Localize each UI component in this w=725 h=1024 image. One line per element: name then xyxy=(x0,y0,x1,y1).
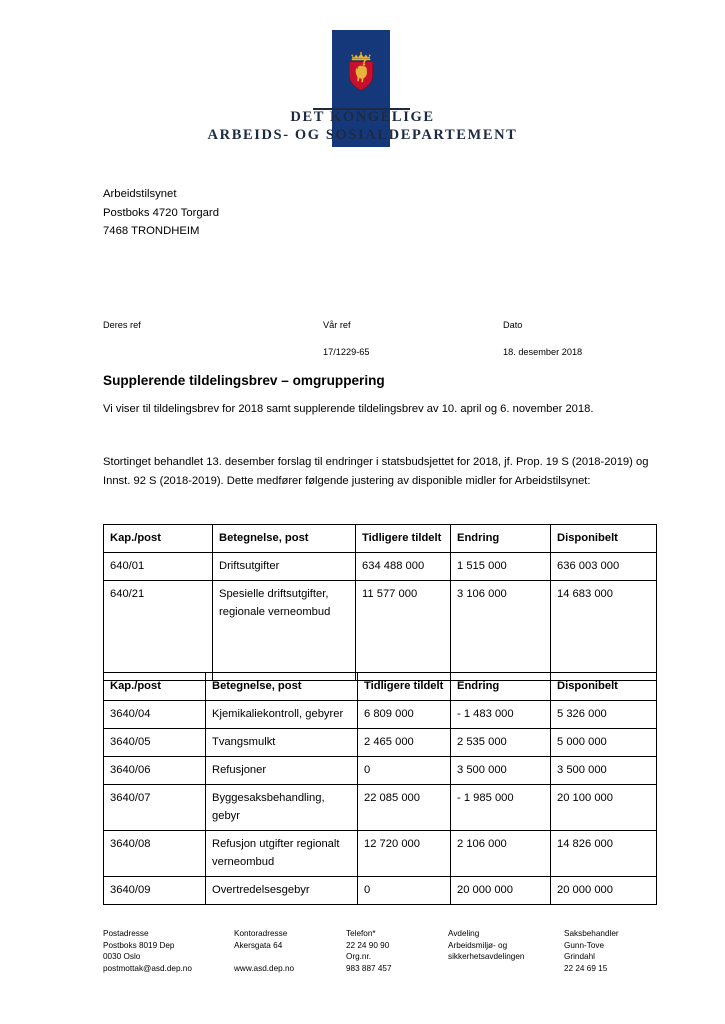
dato-value: 18. desember 2018 xyxy=(503,347,583,357)
footer-email[interactable]: postmottak@asd.dep.no xyxy=(103,963,192,973)
cell-disponibelt: 20 100 000 xyxy=(551,785,657,831)
cell-betegnelse: Tvangsmulkt xyxy=(206,729,358,757)
column-header-tidligere-tildelt: Tidligere tildelt xyxy=(356,525,451,553)
footer-heading: Postadresse xyxy=(103,929,149,938)
cell-disponibelt: 14 826 000 xyxy=(551,831,657,877)
footer-website[interactable]: www.asd.dep.no xyxy=(234,963,295,973)
department-name xyxy=(0,108,725,144)
table-row xyxy=(104,581,657,681)
cell-kap-post: 3640/09 xyxy=(104,877,206,905)
cell-endring: - 1 483 000 xyxy=(451,701,551,729)
footer-line: Arbeidsmiljø- og xyxy=(448,940,508,950)
dato-block xyxy=(503,318,582,359)
cell-disponibelt: 5 000 000 xyxy=(551,729,657,757)
footer-column-avdeling xyxy=(448,928,558,963)
cell-endring: 3 106 000 xyxy=(451,581,551,681)
table-header-row xyxy=(104,673,657,701)
var-ref-label: Vår ref xyxy=(323,320,351,330)
budget-table-expenses xyxy=(103,524,657,681)
norwegian-coat-of-arms-icon xyxy=(345,52,377,92)
footer-line: 22 24 69 15 xyxy=(564,963,608,973)
var-ref-value: 17/1229-65 xyxy=(323,347,370,357)
cell-disponibelt: 14 683 000 xyxy=(551,581,657,681)
footer-heading: Telefon* xyxy=(346,929,376,938)
page-title: Supplerende tildelingsbrev – omgruppering xyxy=(103,373,385,388)
column-header-tidligere-tildelt: Tidligere tildelt xyxy=(358,673,451,701)
cell-disponibelt: 636 003 000 xyxy=(551,553,657,581)
column-header-kap-post: Kap./post xyxy=(104,673,206,701)
column-header-kap-post: Kap./post xyxy=(104,525,213,553)
cell-kap-post: 3640/05 xyxy=(104,729,206,757)
cell-tidligere-tildelt: 634 488 000 xyxy=(356,553,451,581)
table-row xyxy=(104,877,657,905)
table-row xyxy=(104,757,657,785)
column-header-disponibelt: Disponibelt xyxy=(551,673,657,701)
cell-tidligere-tildelt: 12 720 000 xyxy=(358,831,451,877)
cell-betegnelse: Refusjon utgifter regionalt verneombud xyxy=(206,831,358,877)
footer-column-kontoradresse xyxy=(234,928,339,974)
cell-disponibelt: 3 500 000 xyxy=(551,757,657,785)
table-row xyxy=(104,831,657,877)
cell-disponibelt: 5 326 000 xyxy=(551,701,657,729)
cell-tidligere-tildelt: 2 465 000 xyxy=(358,729,451,757)
recipient-address xyxy=(103,185,219,241)
table-row xyxy=(104,701,657,729)
column-header-disponibelt: Disponibelt xyxy=(551,525,657,553)
footer-heading: Avdeling xyxy=(448,929,480,938)
column-header-endring: Endring xyxy=(451,525,551,553)
cell-kap-post: 3640/06 xyxy=(104,757,206,785)
table-row xyxy=(104,785,657,831)
cell-betegnelse: Driftsutgifter xyxy=(213,553,356,581)
cell-endring: 20 000 000 xyxy=(451,877,551,905)
column-header-endring: Endring xyxy=(451,673,551,701)
footer-heading: Kontoradresse xyxy=(234,929,288,938)
cell-betegnelse: Overtredelsesgebyr xyxy=(206,877,358,905)
table-row xyxy=(104,553,657,581)
paragraph-intro: Vi viser til tildelingsbrev for 2018 samt supplerende tildelingsbrev av 10. april og 6. november 2018. xyxy=(103,403,594,415)
table-row xyxy=(104,729,657,757)
footer-line: Org.nr. xyxy=(346,952,372,962)
table-header-row xyxy=(104,525,657,553)
footer-column-telefon xyxy=(346,928,441,974)
cell-endring: - 1 985 000 xyxy=(451,785,551,831)
footer-column-saksbehandler xyxy=(564,928,664,974)
footer-line: 0030 Oslo xyxy=(103,952,141,962)
footer-line: Gunn-Tove xyxy=(564,940,605,950)
cell-endring: 2 106 000 xyxy=(451,831,551,877)
footer-spacer xyxy=(234,951,339,963)
cell-disponibelt: 20 000 000 xyxy=(551,877,657,905)
cell-tidligere-tildelt: 6 809 000 xyxy=(358,701,451,729)
cell-endring: 3 500 000 xyxy=(451,757,551,785)
cell-betegnelse: Refusjoner xyxy=(206,757,358,785)
deres-ref-block xyxy=(103,318,141,345)
budget-table-income xyxy=(103,672,657,905)
footer-line: 983 887 457 xyxy=(346,963,392,973)
footer-line: sikkerhetsavdelingen xyxy=(448,952,525,962)
paragraph-context: Stortinget behandlet 13. desember forslag til endringer i statsbudsjettet for 2018, jf. Prop. 19 S (2018-2019) og Innst. 92 S (2018-2019). Dette medfører følgende justering av disponible midler for Arbeidstilsynet: xyxy=(103,456,649,487)
cell-tidligere-tildelt: 0 xyxy=(358,757,451,785)
recipient-city: 7468 TRONDHEIM xyxy=(103,225,200,237)
var-ref-block xyxy=(323,318,370,359)
cell-betegnelse: Byggesaksbehandling, gebyr xyxy=(206,785,358,831)
footer-line: Grindahl xyxy=(564,952,595,962)
letterhead xyxy=(0,22,725,143)
recipient-street: Postboks 4720 Torgard xyxy=(103,206,219,219)
department-line-1: DET KONGELIGE xyxy=(290,109,435,125)
deres-ref-label: Deres ref xyxy=(103,320,141,330)
column-header-betegnelse: Betegnelse, post xyxy=(213,525,356,553)
column-header-betegnelse: Betegnelse, post xyxy=(206,673,358,701)
cell-kap-post: 640/21 xyxy=(104,581,213,681)
cell-endring: 2 535 000 xyxy=(451,729,551,757)
cell-kap-post: 3640/04 xyxy=(104,701,206,729)
footer-heading: Saksbehandler xyxy=(564,929,619,938)
cell-betegnelse: Spesielle driftsutgifter, regionale verneombud xyxy=(213,581,356,681)
cell-kap-post: 640/01 xyxy=(104,553,213,581)
cell-tidligere-tildelt: 0 xyxy=(358,877,451,905)
cell-betegnelse: Kjemikaliekontroll, gebyrer xyxy=(206,701,358,729)
cell-tidligere-tildelt: 11 577 000 xyxy=(356,581,451,681)
cell-tidligere-tildelt: 22 085 000 xyxy=(358,785,451,831)
cell-endring: 1 515 000 xyxy=(451,553,551,581)
footer-line: Akersgata 64 xyxy=(234,940,283,950)
cell-kap-post: 3640/08 xyxy=(104,831,206,877)
dato-label: Dato xyxy=(503,320,523,330)
footer-line: Postboks 8019 Dep xyxy=(103,940,175,950)
cell-kap-post: 3640/07 xyxy=(104,785,206,831)
footer-line: 22 24 90 90 xyxy=(346,940,390,950)
department-line-2: ARBEIDS- OG SOSIALDEPARTEMENT xyxy=(207,127,518,143)
footer-column-postadresse xyxy=(103,928,233,974)
recipient-name: Arbeidstilsynet xyxy=(103,188,177,200)
